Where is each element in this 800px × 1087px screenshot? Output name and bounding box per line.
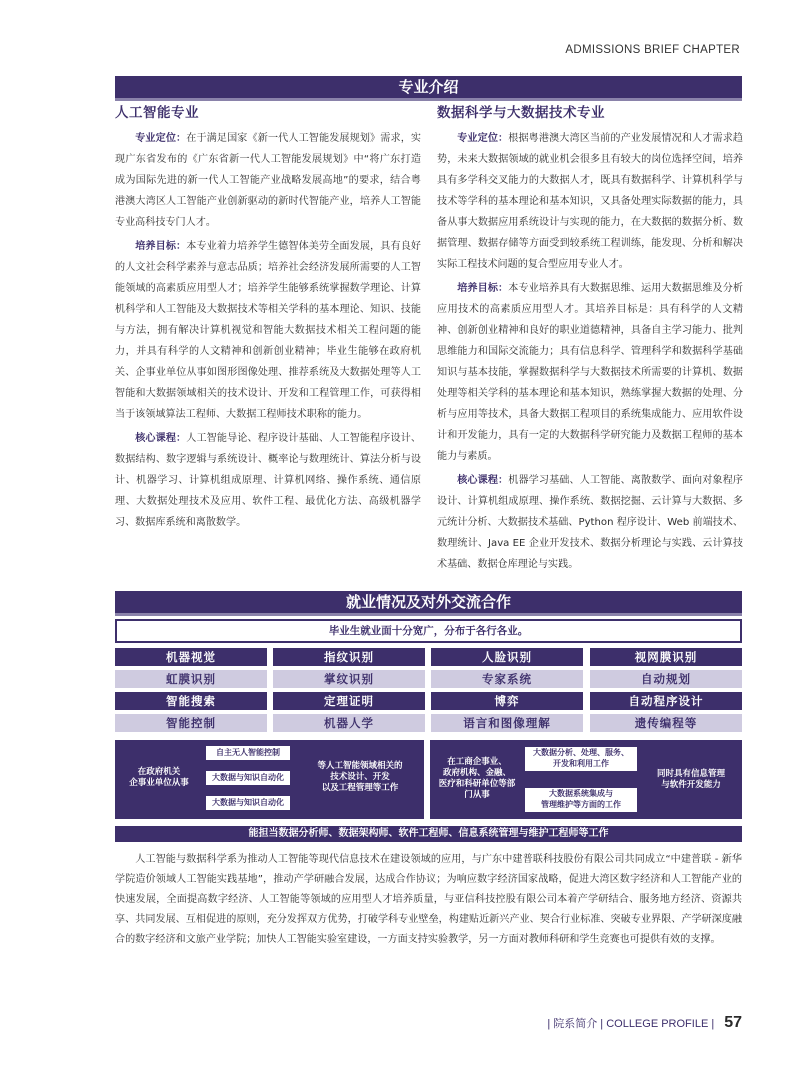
ai-positioning: 专业定位：在于满足国家《新一代人工智能发展规划》需求，实现广东省发布的《广东省新一代人工智能发展规划》中“将广东打造成为国际先进的新一代人工智能产业战略发展高地”的要求，结合粤港澳大湾区人工智能产业创新驱动的新时代智能产业，培养人工智能专业高科技专门人才。 bbox=[115, 133, 422, 228]
field-cell: 指纹识别 bbox=[273, 648, 425, 666]
field-cell: 掌纹识别 bbox=[273, 670, 425, 688]
field-cell: 智能控制 bbox=[115, 714, 267, 732]
page-number: 57 bbox=[724, 1014, 742, 1031]
footer-label: | 院系简介 | COLLEGE PROFILE | bbox=[547, 1018, 715, 1030]
field-cell: 自动程序设计 bbox=[590, 692, 742, 710]
field-cell: 机器人学 bbox=[273, 714, 425, 732]
field-cell: 智能搜索 bbox=[115, 692, 267, 710]
flow-left bbox=[115, 740, 424, 819]
page-footer bbox=[547, 1014, 742, 1032]
ai-core-courses: 核心课程：人工智能导论、程序设计基础、人工智能程序设计、数据结构、数字逻辑与系统设计、概率论与数理统计、算法分析与设计、机器学习、计算机组成原理、计算机网络、操作系统、通信原理、大数据处理技术及应用、软件工程、最优化方法、高级机器学习、数据库系统和离散数学。 bbox=[115, 433, 422, 528]
left-column bbox=[115, 104, 421, 536]
flow-right-root: 在工商企事业、 政府机构、金融、 医疗和科研单位等部 门从事 bbox=[438, 757, 516, 800]
flow-left-item: 自主无人智能控制 bbox=[205, 745, 291, 761]
field-cell: 视网膜识别 bbox=[590, 648, 742, 666]
field-cell: 语言和图像理解 bbox=[431, 714, 583, 732]
field-cell: 定理证明 bbox=[273, 692, 425, 710]
field-cell: 遗传编程等 bbox=[590, 714, 742, 732]
flow-right-result: 同时具有信息管理 与软件开发能力 bbox=[656, 769, 725, 790]
field-cell: 专家系统 bbox=[431, 670, 583, 688]
field-cell: 虹膜识别 bbox=[115, 670, 267, 688]
field-cell: 博弈 bbox=[431, 692, 583, 710]
ds-core-courses: 核心课程：机器学习基础、人工智能、离散数学、面向对象程序设计、计算机组成原理、操作系统、数据挖掘、云计算与大数据、多元统计分析、大数据技术基础、Python 程序设计、Web 前端技术、数理统计、Java EE 企业开发技术、数据分析理论与实践、云计算技术基础、数据仓库理论与实践。 bbox=[437, 475, 744, 570]
section-title-majors: 专业介绍 bbox=[115, 76, 742, 101]
chapter-header: ADMISSIONS BRIEF CHAPTER bbox=[565, 44, 740, 56]
cooperation-paragraph: 人工智能与数据科学系为推动人工智能等现代信息技术在建设领域的应用，与广东中建普联科技股份有限公司共同成立“中建普联 - 新华学院造价领域人工智能实践基地”，推动产学研融合发展，达成合作协议；为响应数字经济国家战略，促进大湾区数字经济和人工智能产业的快速发展，全面提高数字经济、人工智能等领域的应用型人才培养质量，与亚信科技控股有限公司本着产学研结合、服务地方经济、资源共享、共同发展、互相促进的原则，充分发挥双方优势，打破学科专业壁垒，构建贴近新兴产业、契合行业标准、突破专业界限、产学研深度融合的数字经济和文旅产业学院；加快人工智能实验室建设，一方面支持实验教学，另一方面对教师科研和学生竞赛也可提供有效的支撑。 bbox=[115, 854, 742, 945]
career-roles-bar: 能担当数据分析师、数据架构师、软件工程师、信息系统管理与维护工程师等工作 bbox=[115, 826, 742, 842]
flow-left-item: 大数据与知识自动化 bbox=[205, 770, 291, 786]
field-cell: 机器视觉 bbox=[115, 648, 267, 666]
flow-right-item: 大数据系统集成与 管理维护等方面的工作 bbox=[524, 787, 638, 813]
field-cell: 自动规划 bbox=[590, 670, 742, 688]
flow-right bbox=[430, 740, 742, 819]
ds-goals: 培养目标：本专业培养具有大数据思维、运用大数据思维及分析应用技术的高素质应用型人才。其培养目标是：具有科学的人文精神、创新创业精神和良好的职业道德精神，具备自主学习能力、批判思维能力和国际交流能力；具有信息科学、管理科学和数据科学基础知识与基本技能，掌握数据科学与大数据技术所需要的计算机、数据处理等相关学科的基本理论和基本知识，熟练掌握大数据的处理、分析与应用等技术，具备大数据工程项目的系统集成能力、应用软件设计和开发能力，具有一定的大数据科学研究能力及数据工程师的基本能力与素质。 bbox=[437, 283, 744, 462]
flow-left-item: 大数据与知识自动化 bbox=[205, 795, 291, 811]
major-title-ai: 人工智能专业 bbox=[115, 105, 199, 121]
flow-left-root: 在政府机关 企事业单位从事 bbox=[129, 767, 189, 788]
right-column bbox=[437, 104, 743, 578]
major-title-data-science: 数据科学与大数据技术专业 bbox=[437, 105, 605, 121]
ds-positioning: 专业定位：根据粤港澳大湾区当前的产业发展情况和人才需求趋势，未来大数据领域的就业机会很多且有较大的岗位选择空间，培养具有多学科交叉能力的大数据人才，既具有数据科学、计算机科学与技术等学科的基本理论和基本知识，又具备处理实际数据的能力，具备从事大数据应用系统设计与实现的能力，在大数据的数据分析、数据管理、数据存储等方面受到较系统工程训练，能发现、分析和解决实际工程技术问题的复合型应用专业人才。 bbox=[437, 133, 744, 270]
section-title-employment: 就业情况及对外交流合作 bbox=[115, 591, 742, 616]
flow-left-result: 等人工智能领域相关的 技术设计、开发 以及工程管理等工作 bbox=[317, 761, 403, 793]
employment-summary: 毕业生就业面十分宽广，分布于各行各业。 bbox=[115, 619, 742, 643]
field-cell: 人脸识别 bbox=[431, 648, 583, 666]
ai-goals: 培养目标：本专业着力培养学生德智体美劳全面发展，具有良好的人文社会科学素养与意志品质；培养社会经济发展所需要的人工智能领域的高素质应用型人才；培养学生能够系统掌握数学理论、计算机科学和人工智能及大数据技术等相关学科的基本理论、知识、技能与方法，拥有解决计算机视觉和智能大数据技术相关工程问题的能力，并具有科学的人文精神和创新创业精神；毕业生能够在政府机关、企事业单位从事如图形图像处理、推荐系统及大数据处理等人工智能和大数据领域相关的技术设计、开发和工程管理工作，可获得相当于该领域算法工程师、大数据工程师技术职称的能力。 bbox=[115, 241, 422, 420]
flow-right-item: 大数据分析、处理、服务、 开发和利用工作 bbox=[524, 746, 638, 772]
